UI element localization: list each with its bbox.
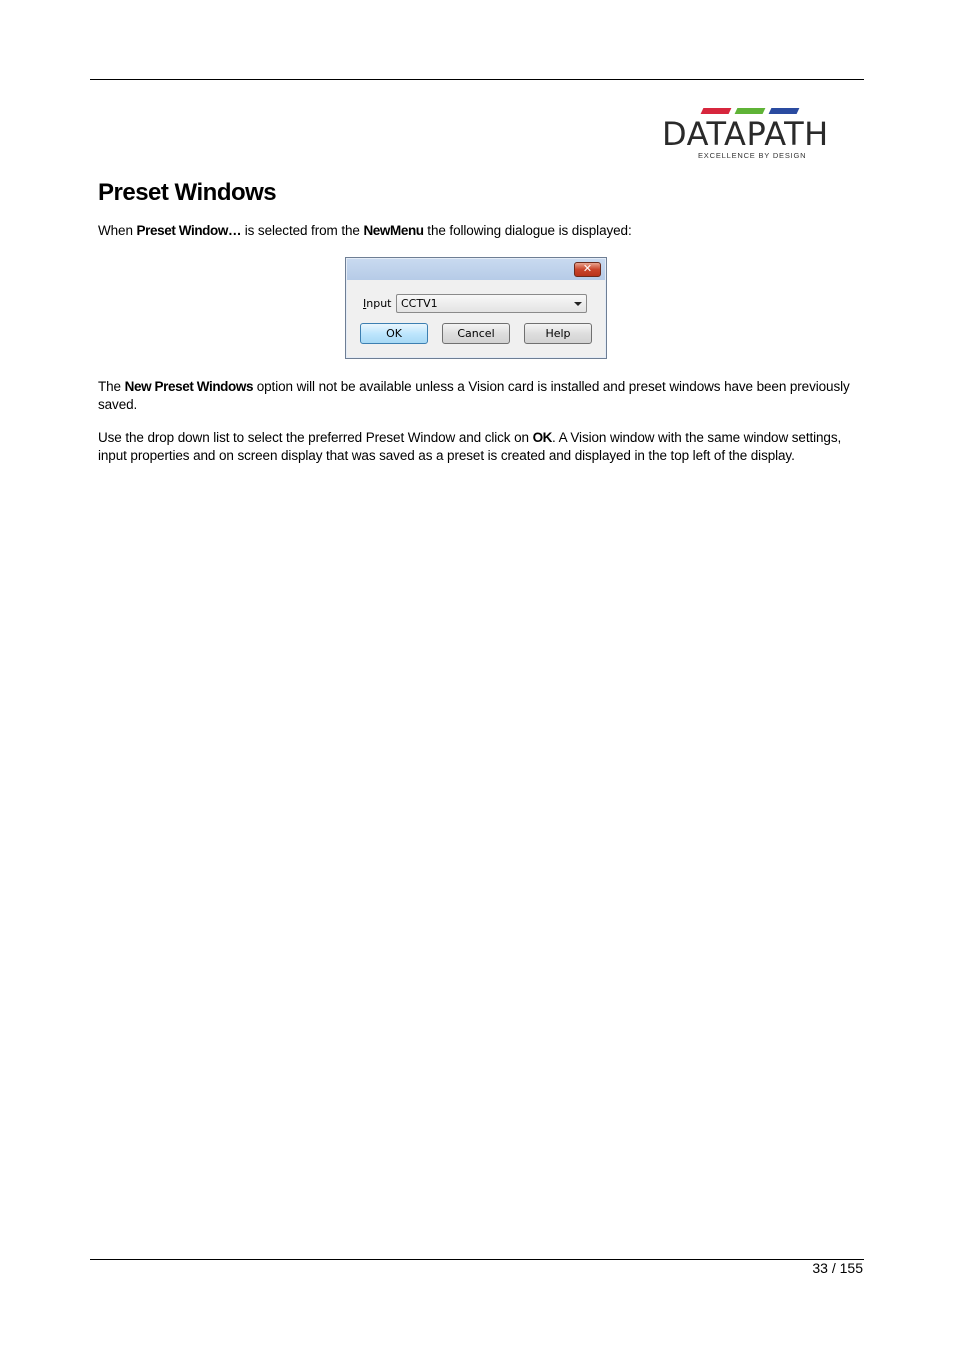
- chevron-down-icon[interactable]: [574, 302, 582, 306]
- bold-run: New Preset Windows: [124, 379, 254, 394]
- cancel-button[interactable]: Cancel: [442, 323, 510, 344]
- text-run: Use the drop down list to select the preferred Preset Window and click on: [98, 430, 533, 445]
- logo-bar-blue: [769, 108, 800, 114]
- text-run: the following dialogue is displayed:: [423, 223, 632, 238]
- text-run: . A Vision window with the same window settings, input properties and on screen display that was saved as a preset is created and displayed in the top left of the display.: [98, 430, 842, 463]
- availability-paragraph: [98, 378, 864, 413]
- page-number: 33 / 155: [812, 1260, 863, 1276]
- help-button[interactable]: Help: [524, 323, 592, 344]
- text-run: option will not be available unless a Vision card is installed and preset windows have been previously saved.: [98, 379, 850, 412]
- input-label-accel: I: [363, 297, 367, 310]
- usage-paragraph: [98, 429, 864, 464]
- logo-bar-red: [701, 108, 732, 114]
- input-dropdown[interactable]: [396, 294, 587, 313]
- intro-paragraph: [98, 222, 864, 240]
- logo-tagline: EXCELLENCE BY DESIGN: [698, 151, 807, 160]
- datapath-logo: [660, 106, 836, 162]
- logo-bar-green: [735, 108, 766, 114]
- input-label-rest: nput: [366, 297, 392, 310]
- text-run: The: [98, 379, 125, 394]
- close-icon: ✕: [582, 263, 593, 275]
- text-run: is selected from the: [241, 223, 364, 238]
- ok-button[interactable]: OK: [360, 323, 428, 344]
- bold-run: OK: [532, 430, 553, 445]
- input-label: [363, 297, 392, 310]
- bold-run: NewMenu: [363, 223, 424, 238]
- close-button[interactable]: [574, 262, 601, 277]
- logo-wordmark: DATAPATH: [662, 115, 829, 153]
- input-dropdown-value: CCTV1: [401, 297, 438, 310]
- footer-rule: [90, 1259, 864, 1260]
- section-title: Preset Windows: [98, 179, 277, 206]
- bold-run: Preset Window…: [136, 223, 242, 238]
- text-run: When: [98, 223, 137, 238]
- preset-window-dialog: [345, 257, 607, 359]
- header-rule: [90, 79, 864, 80]
